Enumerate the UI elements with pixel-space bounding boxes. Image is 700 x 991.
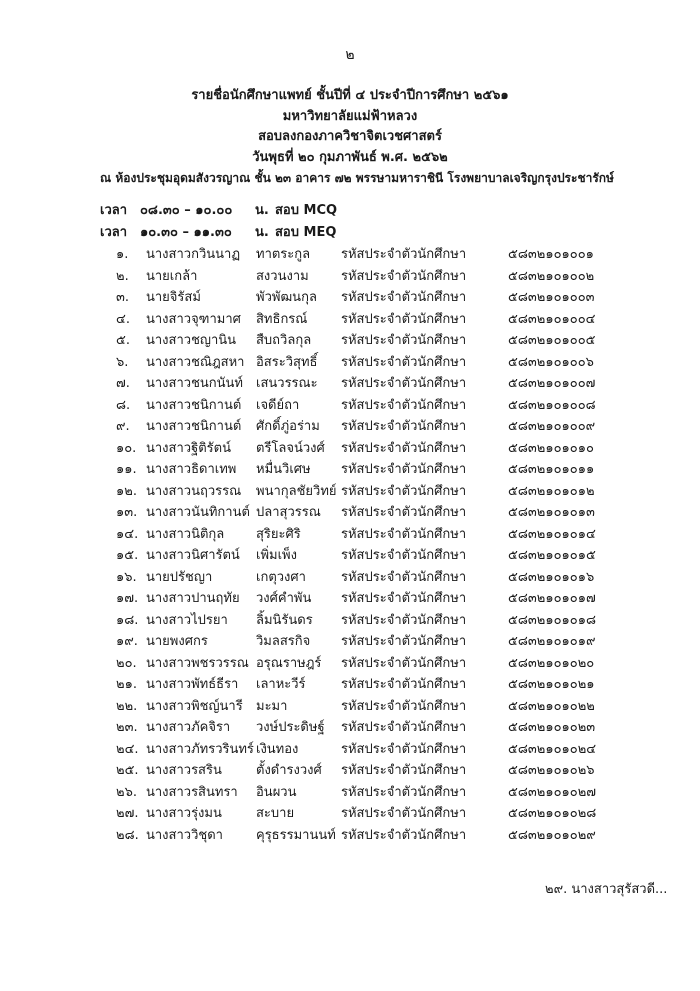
- student-first-name: นางสาวธิดาเทพ: [146, 462, 237, 477]
- student-id: ๕๘๓๒๑๐๑๐๑๗: [508, 591, 596, 606]
- table-row: [0, 653, 700, 675]
- student-id: ๕๘๓๒๑๐๑๐๑๙: [508, 634, 596, 649]
- student-last-name: เจดีย์ถา: [256, 397, 300, 413]
- table-row: [0, 567, 700, 589]
- student-first-name: นางสาวรสริน: [146, 763, 222, 778]
- student-id-label: รหัสประจำตัวนักศึกษา: [341, 354, 467, 370]
- table-row: [0, 287, 700, 309]
- student-first-name: นางสาวพัทธ์ธีรา: [146, 677, 239, 692]
- session-exam: สอบ MCQ: [275, 203, 338, 218]
- student-id: ๕๘๓๒๑๐๑๐๑๖: [508, 569, 595, 585]
- table-row: [0, 739, 700, 761]
- student-id: ๕๘๓๒๑๐๑๐๑๑: [508, 462, 595, 477]
- student-last-name: หมื่นวิเศษ: [256, 462, 311, 477]
- student-last-name: วิมลสรกิจ: [256, 634, 311, 649]
- student-first-name: นางสาวนิติกุล: [146, 526, 225, 542]
- row-number: ๑๒.: [116, 483, 137, 499]
- student-id: ๕๘๓๒๑๐๑๐๒๘: [508, 806, 597, 821]
- student-last-name: มะมา: [256, 698, 288, 714]
- student-id-label: รหัสประจำตัวนักศึกษา: [341, 677, 467, 692]
- row-number: ๑๗.: [116, 591, 139, 606]
- student-first-name: นางสาวพชรวรรณ: [146, 655, 249, 671]
- student-last-name: อินผวน: [256, 784, 297, 800]
- student-first-name: นางสาวนฤวรรณ: [146, 483, 242, 499]
- student-first-name: นางสาวรสินทรา: [146, 784, 238, 800]
- table-row: [0, 674, 700, 696]
- student-id-label: รหัสประจำตัวนักศึกษา: [341, 634, 467, 649]
- table-row: [0, 459, 700, 481]
- student-last-name: ปลาสุวรรณ: [256, 505, 321, 520]
- exam-sessions: [100, 200, 337, 243]
- student-id-label: รหัสประจำตัวนักศึกษา: [341, 763, 467, 778]
- row-number: ๑๓.: [116, 505, 138, 520]
- student-last-name: พนากุลชัยวิทย์: [256, 483, 337, 499]
- student-id: ๕๘๓๒๑๐๑๐๐๑: [508, 247, 594, 262]
- table-row: [0, 588, 700, 610]
- student-id: ๕๘๓๒๑๐๑๐๒๙: [508, 827, 596, 843]
- row-number: ๑๙.: [116, 634, 138, 649]
- session-unit: น.: [255, 224, 269, 240]
- table-row: [0, 825, 700, 847]
- student-id: ๕๘๓๒๑๐๑๐๑๓: [508, 505, 595, 520]
- student-id: ๕๘๓๒๑๐๑๐๒๗: [508, 784, 597, 800]
- student-first-name: นางสาวจุฑามาศ: [146, 311, 241, 327]
- student-first-name: นางสาวรุ่งมน: [146, 806, 222, 821]
- student-last-name: สิทธิกรณ์: [256, 311, 308, 327]
- row-number: ๒๔.: [116, 741, 139, 757]
- student-id: ๕๘๓๒๑๐๑๐๐๖: [508, 354, 594, 370]
- row-number: ๑๔.: [116, 526, 139, 542]
- student-id-label: รหัสประจำตัวนักศึกษา: [341, 612, 467, 628]
- student-last-name: ตั้งดำรงวงศ์: [256, 763, 322, 778]
- continuation-note: ๒๙. นางสาวสุรัสวดี...: [545, 882, 668, 897]
- row-number: ๒๘.: [116, 827, 139, 843]
- student-first-name: นางสาวพิชญ์นารี: [146, 698, 243, 714]
- student-first-name: นายปรัชญา: [146, 569, 213, 585]
- student-roster: [0, 244, 700, 846]
- row-number: ๒๖.: [116, 784, 137, 800]
- student-id: ๕๘๓๒๑๐๑๐๑๘: [508, 612, 596, 628]
- student-id: ๕๘๓๒๑๐๑๐๒๖: [508, 763, 595, 778]
- student-id: ๕๘๓๒๑๐๑๐๐๗: [508, 376, 596, 391]
- student-last-name: เลาหะวีร์: [256, 677, 306, 692]
- student-first-name: นางสาวกวินนาฏ: [146, 247, 241, 262]
- table-row: [0, 782, 700, 804]
- row-number: ๕.: [116, 333, 130, 348]
- table-row: [0, 502, 700, 524]
- table-row: [0, 696, 700, 718]
- student-id-label: รหัสประจำตัวนักศึกษา: [341, 827, 467, 843]
- row-number: ๒๕.: [116, 763, 139, 778]
- student-id-label: รหัสประจำตัวนักศึกษา: [341, 333, 467, 348]
- student-last-name: เสนวรรณะ: [256, 376, 318, 391]
- student-id: ๕๘๓๒๑๐๑๐๒๒: [508, 698, 595, 714]
- student-last-name: เกตุวงศา: [256, 569, 306, 585]
- student-last-name: ศักดิ์ภู่อร่าม: [256, 419, 320, 434]
- session-unit: น.: [255, 203, 269, 218]
- table-row: [0, 717, 700, 739]
- table-row: [0, 330, 700, 352]
- student-last-name: ตรีโลจน์วงศ์: [256, 440, 325, 456]
- student-id-label: รหัสประจำตัวนักศึกษา: [341, 247, 467, 262]
- student-id-label: รหัสประจำตัวนักศึกษา: [341, 505, 467, 520]
- student-id: ๕๘๓๒๑๐๑๐๐๘: [508, 397, 596, 413]
- session-label: เวลา: [100, 203, 128, 218]
- student-id-label: รหัสประจำตัวนักศึกษา: [341, 741, 467, 757]
- student-id-label: รหัสประจำตัวนักศึกษา: [341, 419, 467, 434]
- student-first-name: นางสาวภัทรวรินทร์: [146, 741, 254, 757]
- student-last-name: อรุณราษฎร์: [256, 655, 322, 671]
- table-row: [0, 545, 700, 567]
- student-last-name: สงวนงาม: [256, 268, 309, 284]
- table-row: [0, 266, 700, 288]
- student-id-label: รหัสประจำตัวนักศึกษา: [341, 290, 467, 305]
- student-first-name: นางสาววิชุดา: [146, 827, 223, 843]
- student-id: ๕๘๓๒๑๐๑๐๑๕: [508, 548, 596, 563]
- header-title: รายชื่อนักศึกษาแพทย์ ชั้นปีที่ ๔ ประจำปีการศึกษา ๒๕๖๑: [191, 88, 509, 103]
- student-id-label: รหัสประจำตัวนักศึกษา: [341, 268, 467, 284]
- table-row: [0, 610, 700, 632]
- row-number: ๒.: [116, 268, 129, 284]
- table-row: [0, 352, 700, 374]
- student-first-name: นายจิรัสม์: [146, 290, 201, 305]
- student-id: ๕๘๓๒๑๐๑๐๐๔: [508, 311, 596, 327]
- header-venue: ณ ห้องประชุมอุดมสังวรญาณ ชั้น ๒๓ อาคาร ๗๒ พรรษามหาราชินี โรงพยาบาลเจริญกรุงประชารักษ์: [100, 171, 614, 185]
- student-last-name: คุรุธรรมานนท์: [256, 827, 336, 843]
- row-number: ๑๐.: [116, 440, 137, 456]
- table-row: [0, 244, 700, 266]
- table-row: [0, 631, 700, 653]
- row-number: ๗.: [116, 376, 130, 391]
- row-number: ๑๘.: [116, 612, 139, 628]
- student-last-name: พัวพัฒนกุล: [256, 290, 317, 305]
- session-label: เวลา: [100, 224, 128, 240]
- header-university: มหาวิทยาลัยแม่ฟ้าหลวง: [282, 108, 418, 124]
- student-id-label: รหัสประจำตัวนักศึกษา: [341, 483, 467, 499]
- student-first-name: นางสาวชนิกานต์: [146, 419, 242, 434]
- student-id-label: รหัสประจำตัวนักศึกษา: [341, 548, 467, 563]
- session-mcq: [100, 200, 337, 222]
- student-last-name: สุริยะศิริ: [256, 526, 301, 542]
- student-last-name: สืบถวิลกุล: [256, 333, 312, 348]
- student-id-label: รหัสประจำตัวนักศึกษา: [341, 311, 467, 327]
- table-row: [0, 481, 700, 503]
- row-number: ๒๗.: [116, 806, 139, 821]
- student-id: ๕๘๓๒๑๐๑๐๒๐: [508, 655, 595, 671]
- document-header: [0, 86, 700, 189]
- row-number: ๙.: [116, 419, 130, 434]
- student-id-label: รหัสประจำตัวนักศึกษา: [341, 397, 467, 413]
- student-first-name: นางสาวนันทิกานต์: [146, 505, 250, 520]
- student-first-name: นายเกล้า: [146, 268, 198, 284]
- row-number: ๒๐.: [116, 655, 137, 671]
- table-row: [0, 438, 700, 460]
- table-row: [0, 309, 700, 331]
- student-last-name: ลิ้มนิรันดร: [256, 612, 313, 628]
- student-id: ๕๘๓๒๑๐๑๐๑๔: [508, 526, 596, 542]
- student-first-name: นางสาวภัคจิรา: [146, 720, 231, 735]
- student-id: ๕๘๓๒๑๐๑๐๐๙: [508, 419, 596, 434]
- table-row: [0, 803, 700, 825]
- student-last-name: เพิ่มเพ็ง: [256, 548, 297, 563]
- row-number: ๑๕.: [116, 548, 139, 563]
- student-id: ๕๘๓๒๑๐๑๐๒๔: [508, 741, 597, 757]
- student-last-name: สะบาย: [256, 806, 295, 821]
- session-time: ๑๐.๓๐ – ๑๑.๓๐: [140, 224, 232, 240]
- page-number: ๒: [345, 47, 355, 63]
- student-id-label: รหัสประจำตัวนักศึกษา: [341, 655, 467, 671]
- student-id: ๕๘๓๒๑๐๑๐๑๐: [508, 440, 594, 456]
- student-id: ๕๘๓๒๑๐๑๐๒๓: [508, 720, 596, 735]
- row-number: ๔.: [116, 311, 130, 327]
- session-exam: สอบ MEQ: [275, 224, 337, 240]
- student-id-label: รหัสประจำตัวนักศึกษา: [341, 569, 467, 585]
- row-number: ๒๒.: [116, 698, 138, 714]
- table-row: [0, 395, 700, 417]
- student-last-name: อิสระวิสุทธิ์: [256, 354, 318, 370]
- student-last-name: เงินทอง: [256, 741, 299, 757]
- student-first-name: นางสาวชญานิน: [146, 333, 237, 348]
- row-number: ๑.: [116, 247, 129, 262]
- student-id: ๕๘๓๒๑๐๑๐๒๑: [508, 677, 595, 692]
- student-id-label: รหัสประจำตัวนักศึกษา: [341, 784, 467, 800]
- row-number: ๖.: [116, 354, 129, 370]
- session-time: ๐๘.๓๐ – ๑๐.๐๐: [140, 203, 233, 218]
- row-number: ๒๑.: [116, 677, 137, 692]
- student-id: ๕๘๓๒๑๐๑๐๐๒: [508, 268, 595, 284]
- table-row: [0, 760, 700, 782]
- table-row: [0, 524, 700, 546]
- student-first-name: นางสาวฐิติรัตน์: [146, 440, 231, 456]
- student-last-name: วงษ์ประดิษฐ์: [256, 720, 325, 735]
- student-last-name: ทาตระกูล: [256, 247, 311, 262]
- student-id-label: รหัสประจำตัวนักศึกษา: [341, 720, 467, 735]
- table-row: [0, 373, 700, 395]
- student-id-label: รหัสประจำตัวนักศึกษา: [341, 462, 467, 477]
- session-meq: [100, 222, 337, 244]
- student-id: ๕๘๓๒๑๐๑๐๐๓: [508, 290, 595, 305]
- header-exam: สอบลงกองภาควิชาจิตเวชศาสตร์: [258, 129, 442, 144]
- student-id-label: รหัสประจำตัวนักศึกษา: [341, 806, 467, 821]
- student-first-name: นางสาวนิศารัตน์: [146, 548, 240, 563]
- student-first-name: นางสาวชณิฎสหา: [146, 354, 245, 370]
- student-id-label: รหัสประจำตัวนักศึกษา: [341, 526, 467, 542]
- row-number: ๓.: [116, 290, 130, 305]
- student-id-label: รหัสประจำตัวนักศึกษา: [341, 591, 467, 606]
- student-id-label: รหัสประจำตัวนักศึกษา: [341, 376, 467, 391]
- student-id-label: รหัสประจำตัวนักศึกษา: [341, 440, 467, 456]
- student-first-name: นางสาวชนกนันท์: [146, 376, 243, 391]
- student-first-name: นางสาวชนิกานต์: [146, 397, 242, 413]
- row-number: ๒๓.: [116, 720, 138, 735]
- student-first-name: นางสาวไปรยา: [146, 612, 228, 628]
- student-id: ๕๘๓๒๑๐๑๐๐๕: [508, 333, 596, 348]
- student-first-name: นายพงศกร: [146, 634, 208, 649]
- row-number: ๑๖.: [116, 569, 137, 585]
- student-id: ๕๘๓๒๑๐๑๐๑๒: [508, 483, 595, 499]
- student-last-name: วงศ์คำพัน: [256, 591, 312, 606]
- table-row: [0, 416, 700, 438]
- student-id-label: รหัสประจำตัวนักศึกษา: [341, 698, 467, 714]
- student-first-name: นางสาวปานฤทัย: [146, 591, 240, 606]
- row-number: ๑๑.: [116, 462, 137, 477]
- header-date: วันพุธที่ ๒๐ กุมภาพันธ์ พ.ศ. ๒๕๖๒: [252, 149, 448, 165]
- row-number: ๘.: [116, 397, 131, 413]
